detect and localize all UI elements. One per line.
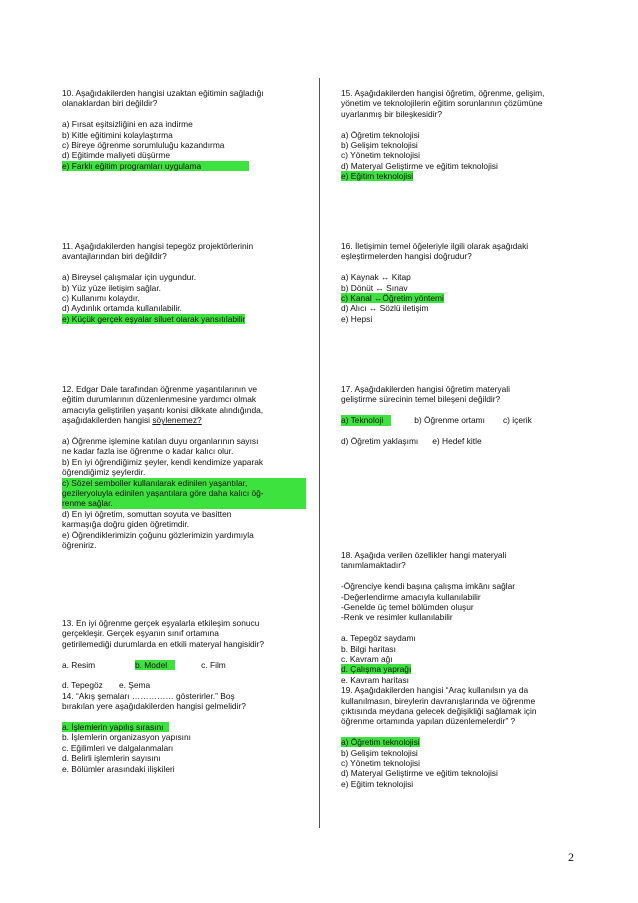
q12-option-e-cont: öğreniriz. — [62, 540, 97, 551]
q18-option-e: e. Kavram haritası — [341, 674, 409, 685]
q16-option-d: d) Alıcı ↔ Sözlü iletişim — [341, 303, 429, 314]
q12-option-c-answer — [62, 478, 306, 509]
q18-feature: -Değerlendirme amacıyla kullanılabilir — [341, 591, 481, 602]
q17-option-a-answer: a) Teknoloji — [341, 415, 391, 425]
q18-stem-line: 18. Aşağıda verilen özellikler hangi materyali — [341, 550, 507, 560]
q18-option-b: b. Bilgi haritası — [341, 643, 396, 654]
q14-option-d: d. Belirli işlemlerin sayısını — [62, 753, 161, 764]
question-10 — [62, 88, 306, 171]
q18-option-d-answer: d. Çalışma yaprağı — [341, 664, 412, 675]
q15-option-c: c) Yönetim teknolojisi — [341, 150, 420, 161]
q10-stem-line: olanaklardan biri değildir? — [62, 98, 158, 109]
q12-option-c-line: renme sağlar. — [62, 498, 113, 509]
q17-option-c: c) içerik — [502, 415, 532, 426]
q14-stem-line: bırakılan yere aşağıdakilerden hangisi gelmelidir? — [62, 701, 246, 712]
q10-option-d: d) Eğitimde maliyeti düşürme — [62, 150, 170, 161]
q13-stem-line: getirilemediği durumlarda en etkili materyal hangisidir? — [62, 638, 265, 649]
q19-option-b: b) Gelişim teknolojisi — [341, 747, 418, 758]
q19-stem-line: kullanılmasın, bireylerin davranışlarında ve öğrenme — [341, 695, 536, 706]
q12-option-e: e) Öğrendiklerimizin çoğunu gözlerimizin yardımıyla — [62, 529, 254, 540]
q12-option-b: b) En iyi öğrendiğimiz şeyler, kendi kendimize yaparak — [62, 456, 264, 467]
q19-option-e: e) Eğitim teknolojisi — [341, 778, 414, 789]
question-17 — [341, 384, 576, 446]
q11-option-c: c) Kullanımı kolaydır. — [62, 293, 140, 304]
q14-option-e: e. Bölümler arasındaki ilişkileri — [62, 763, 175, 774]
q12-stem-line: eğitim durumlarının düzenlenmesine yardımcı olmak — [62, 394, 257, 405]
q17-option-d: d) Öğretim yaklaşımı — [341, 436, 419, 446]
q13-option-e: e. Şema — [119, 680, 151, 691]
q13-option-a: a. Resim — [62, 659, 96, 670]
q10-option-c: c) Bireye öğrenme sorumluluğu kazandırma — [62, 140, 225, 151]
q12-option-d: d) En iyi öğretim, somuttan soyuta ve basitten — [62, 508, 232, 519]
q18-feature: -Renk ve resimler kullanılabilir — [341, 612, 453, 623]
q13-option-c: c. Film — [201, 659, 226, 670]
question-18 — [341, 550, 576, 789]
q11-stem-line: 11. Aşağıdakilerden hangisi tepegöz projektörlerinin — [62, 241, 254, 251]
q13-option-b-answer: b. Model — [135, 660, 175, 670]
q12-stem-line: aşağıdakilerden hangisi — [62, 415, 153, 426]
q19-stem-line: öğrenme ortamında yapılan düzenlemelerdir” ? — [341, 716, 516, 727]
q12-stem-underlined: söylenemez? — [152, 415, 202, 426]
question-16 — [341, 241, 576, 324]
q13-stem-line: 13. En iyi öğrenme gerçek eşyalarla etkileşim sonucu — [62, 618, 260, 628]
q12-option-b-cont: öğrendiğimiz şeylerdir. — [62, 467, 146, 478]
question-12 — [62, 384, 306, 550]
q15-stem-line: 15. Aşağıdakilerden hangisi öğretim, öğrenme, gelişim, — [341, 88, 545, 98]
q12-option-c-line: c) Sözel semboller kullanılarak edinilen yaşantılar, — [62, 477, 248, 488]
q15-stem-line: yönetim ve teknolojilerin eğitim sorunlarının çözümüne — [341, 98, 543, 109]
q10-stem-line: 10. Aşağıdakilerden hangisi uzaktan eğitimin sağladığı — [62, 88, 264, 98]
q13-option-d: d. Tepegöz — [62, 680, 103, 691]
q17-option-b: b) Öğrenme ortamı — [414, 415, 485, 426]
q12-option-d-cont: karmaşığa doğru giden öğretimdir. — [62, 519, 190, 530]
q15-option-d: d) Materyal Geliştirme ve eğitim teknolojisi — [341, 160, 498, 171]
q10-option-e-answer: e) Farklı eğitim programları uygulama — [62, 161, 249, 171]
q19-stem-line: çıktısında meydana gelecek değişikliği sağlamak için — [341, 706, 537, 717]
q16-stem-line: 16. İletişimin temel öğeleriyle ilgili olarak aşağıdaki — [341, 241, 529, 251]
q10-option-a: a) Fırsat eşitsizliğini en aza indirme — [62, 119, 193, 130]
column-divider — [319, 78, 320, 828]
q11-option-d: d) Aydınlık ortamda kullanılabilir. — [62, 303, 182, 314]
q11-option-a: a) Bireysel çalışmalar için uygundur. — [62, 272, 197, 283]
q16-stem-line: eşleştirmelerden hangisi doğrudur? — [341, 251, 472, 262]
q13-stem-line: gerçekleşir. Gerçek eşyanın sınıf ortamına — [62, 628, 219, 639]
q18-option-c: c. Kavram ağı — [341, 654, 393, 665]
question-11 — [62, 241, 306, 324]
q19-option-d: d) Materyal Geliştirme ve eğitim teknolojisi — [341, 768, 498, 779]
q18-stem-line: tanımlamaktadır? — [341, 560, 406, 571]
q12-option-a-cont: ne kadar fazla ise öğrenme o kadar kalıcı olur. — [62, 446, 234, 457]
q17-option-e: e) Hedef kitle — [432, 436, 482, 446]
q19-option-c: c) Yönetim teknolojisi — [341, 758, 420, 769]
question-15 — [341, 88, 576, 182]
q18-option-a: a. Tepegöz saydamı — [341, 633, 416, 644]
q12-option-a: a) Öğrenme işlemine katılan duyu organlarının sayısı — [62, 436, 259, 447]
q15-option-b: b) Gelişim teknolojisi — [341, 140, 418, 151]
page-number: 2 — [568, 850, 574, 864]
q19-option-a-answer: a) Öğretim teknolojisi — [341, 737, 420, 748]
q15-option-a: a) Öğretim teknolojisi — [341, 129, 420, 140]
q10-option-b: b) Kitle eğitimini kolaylaştırma — [62, 129, 173, 140]
q16-option-e: e) Hepsi — [341, 313, 373, 324]
q15-option-e-answer: e) Eğitim teknolojisi — [341, 171, 414, 182]
q15-stem-line: uyarlanmış bir bileşkesidir? — [341, 108, 443, 119]
q14-option-b: b. İşlemlerin organizasyon yapısını — [62, 732, 191, 743]
q19-stem-line: 19. Aşağıdakilerden hangisi “Araç kullanılsın ya da — [341, 685, 529, 696]
q16-option-b: b) Dönüt ↔ Sınav — [341, 282, 408, 293]
q14-stem-line: 14. “Akış şemaları …………… gösterirler.” Boş — [62, 690, 235, 701]
q12-stem-line: 12. Edgar Dale tarafından öğrenme yaşantılarının ve — [62, 384, 258, 394]
q17-stem-line: geliştirme sürecinin temel bileşeni değildir? — [341, 394, 501, 405]
q11-option-e-answer: e) Küçük gerçek eşyalar siluet olarak yansıtılabilir — [62, 313, 246, 324]
q12-stem-line: amacıyla geliştirilen yaşantı konisi dikkate alındığında, — [62, 404, 264, 415]
q11-option-b: b) Yüz yüze iletişim sağlar. — [62, 282, 161, 293]
question-13 — [62, 618, 306, 774]
q14-option-c: c. Eğilimleri ve dalgalanmaları — [62, 742, 174, 753]
q18-feature: -Öğrenciye kendi başına çalışma imkânı sağlar — [341, 581, 516, 592]
q16-option-c-answer: c) Kanal ↔Öğretim yöntemi — [341, 293, 444, 304]
q14-option-a-answer: a. İşlemlerin yapılış sırasını — [62, 722, 169, 732]
q18-feature: -Genelde üç temel bölümden oluşur — [341, 602, 474, 613]
q17-stem-line: 17. Aşağıdakilerden hangisi öğretim materyali — [341, 384, 510, 394]
q16-option-a: a) Kaynak ↔ Kitap — [341, 272, 411, 283]
q12-option-c-line: gezileryoluyla edinilen yaşantılara göre daha kalıcı öğ- — [62, 488, 264, 499]
q11-stem-line: avantajlarından biri değildir? — [62, 251, 167, 262]
